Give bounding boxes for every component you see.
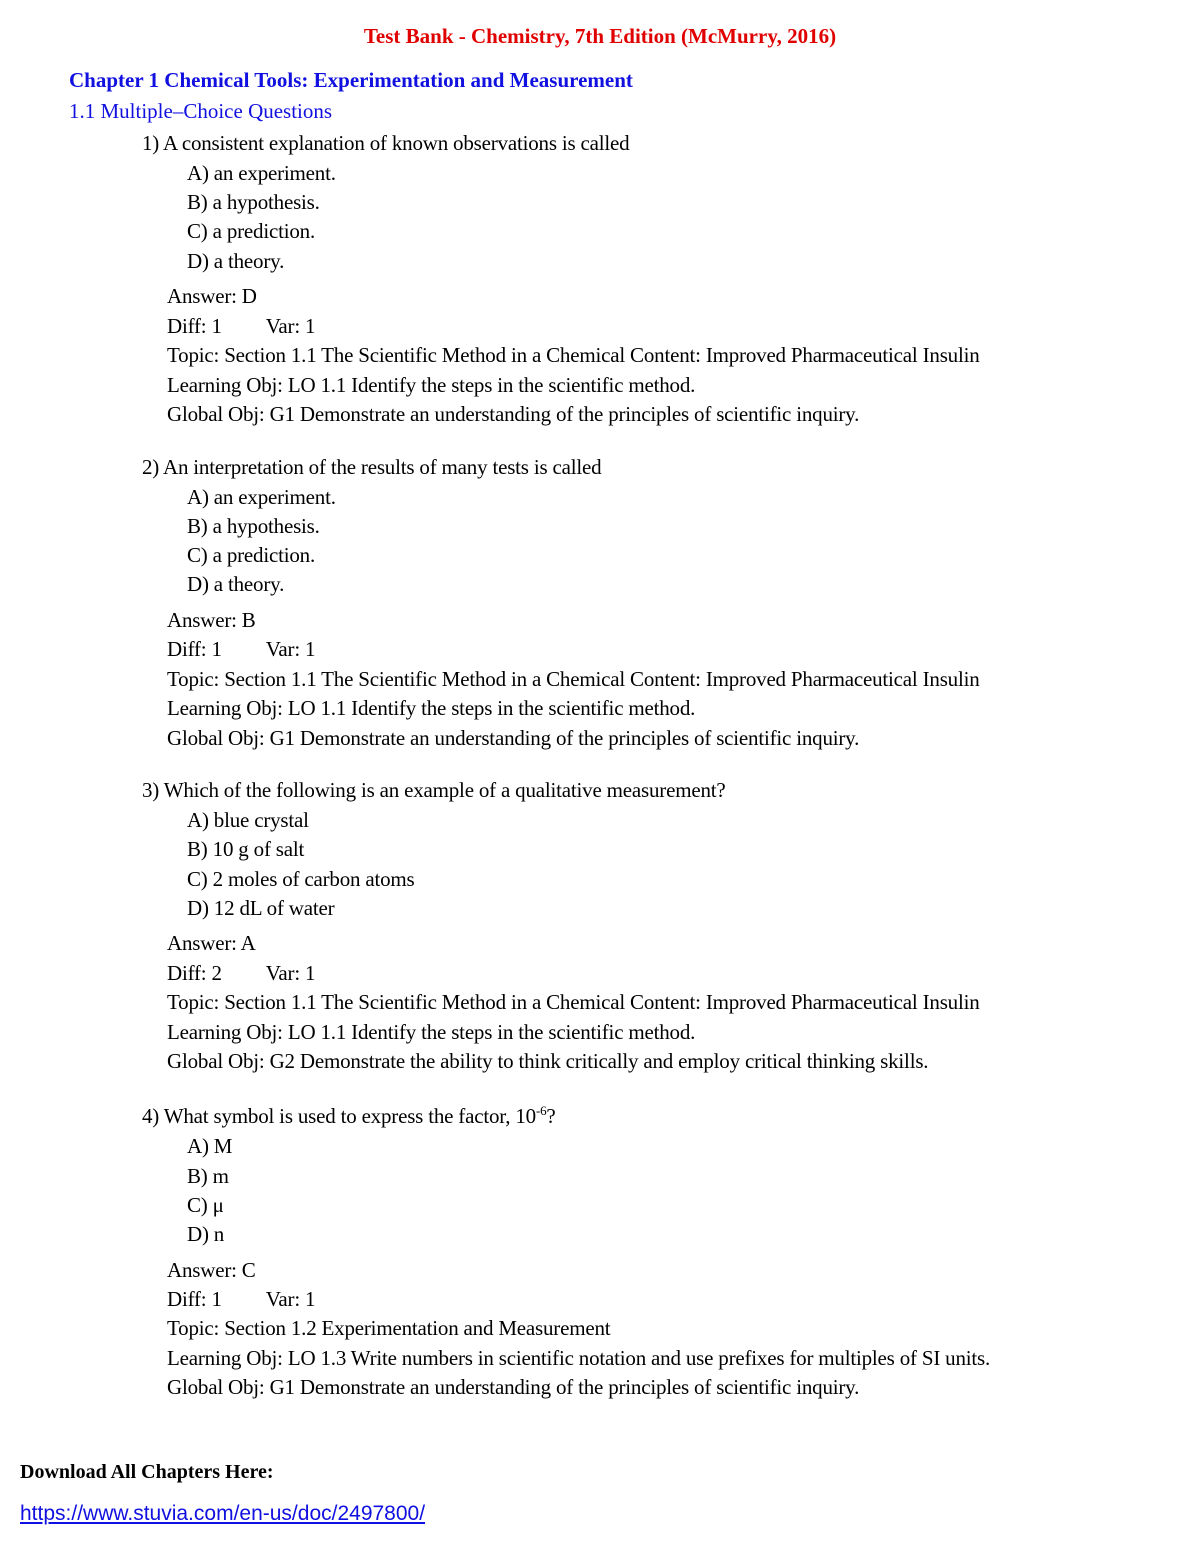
answer-option: D) 12 dL of water bbox=[187, 896, 335, 920]
answer-key: Answer: D bbox=[167, 284, 257, 308]
learning-objective: Learning Obj: LO 1.1 Identify the steps in the scientific method. bbox=[167, 1020, 696, 1044]
answer-option: C) μ bbox=[187, 1193, 224, 1217]
difficulty-line bbox=[167, 316, 315, 337]
learning-objective: Learning Obj: LO 1.1 Identify the steps in the scientific method. bbox=[167, 696, 696, 720]
difficulty-line bbox=[167, 1289, 315, 1310]
difficulty: Diff: 2 bbox=[167, 961, 222, 985]
question-stem: 3) Which of the following is an example of a qualitative measurement? bbox=[142, 778, 726, 802]
global-objective: Global Obj: G2 Demonstrate the ability to think critically and employ critical thinking skills. bbox=[167, 1049, 929, 1073]
stem-suffix: ? bbox=[546, 1104, 556, 1128]
answer-option: B) 10 g of salt bbox=[187, 837, 305, 861]
question-stem: 1) A consistent explanation of known observations is called bbox=[142, 131, 630, 155]
answer-key: Answer: C bbox=[167, 1258, 256, 1282]
document-title: Test Bank - Chemistry, 7th Edition (McMurry, 2016) bbox=[363, 24, 837, 48]
topic: Topic: Section 1.1 The Scientific Method in a Chemical Content: Improved Pharmaceutical Insulin bbox=[167, 343, 980, 367]
difficulty-line bbox=[167, 963, 315, 984]
global-objective: Global Obj: G1 Demonstrate an understanding of the principles of scientific inquiry. bbox=[167, 726, 860, 750]
answer-option: C) a prediction. bbox=[187, 543, 316, 567]
answer-option: C) 2 moles of carbon atoms bbox=[187, 867, 415, 891]
answer-option: D) a theory. bbox=[187, 249, 285, 273]
variant: Var: 1 bbox=[265, 314, 316, 338]
section-heading: 1.1 Multiple–Choice Questions bbox=[69, 99, 333, 123]
stem-prefix: 4) What symbol is used to express the factor, 10 bbox=[142, 1104, 536, 1128]
answer-key: Answer: A bbox=[167, 931, 256, 955]
question-stem bbox=[142, 1103, 556, 1128]
answer-option: A) M bbox=[187, 1134, 233, 1158]
global-objective: Global Obj: G1 Demonstrate an understanding of the principles of scientific inquiry. bbox=[167, 1375, 860, 1399]
download-link[interactable]: https://www.stuvia.com/en-us/doc/2497800/ bbox=[20, 1502, 426, 1525]
answer-option: A) blue crystal bbox=[187, 808, 309, 832]
answer-option: D) n bbox=[187, 1222, 225, 1246]
variant: Var: 1 bbox=[265, 961, 316, 985]
global-objective: Global Obj: G1 Demonstrate an understanding of the principles of scientific inquiry. bbox=[167, 402, 860, 426]
learning-objective: Learning Obj: LO 1.3 Write numbers in scientific notation and use prefixes for multiples of SI units. bbox=[167, 1346, 991, 1370]
difficulty: Diff: 1 bbox=[167, 637, 222, 661]
topic: Topic: Section 1.2 Experimentation and Measurement bbox=[167, 1316, 611, 1340]
question-stem: 2) An interpretation of the results of many tests is called bbox=[142, 455, 602, 479]
answer-option: C) a prediction. bbox=[187, 219, 316, 243]
answer-option: A) an experiment. bbox=[187, 161, 336, 185]
answer-option: B) m bbox=[187, 1164, 229, 1188]
answer-key: Answer: B bbox=[167, 608, 256, 632]
topic: Topic: Section 1.1 The Scientific Method in a Chemical Content: Improved Pharmaceutical Insulin bbox=[167, 667, 980, 691]
download-label: Download All Chapters Here: bbox=[20, 1461, 274, 1483]
difficulty: Diff: 1 bbox=[167, 314, 222, 338]
topic: Topic: Section 1.1 The Scientific Method in a Chemical Content: Improved Pharmaceutical Insulin bbox=[167, 990, 980, 1014]
answer-option: D) a theory. bbox=[187, 572, 285, 596]
chapter-heading: Chapter 1 Chemical Tools: Experimentation and Measurement bbox=[69, 68, 633, 92]
difficulty-line bbox=[167, 639, 315, 660]
variant: Var: 1 bbox=[265, 1287, 316, 1311]
variant: Var: 1 bbox=[265, 637, 316, 661]
answer-option: A) an experiment. bbox=[187, 485, 336, 509]
answer-option: B) a hypothesis. bbox=[187, 190, 320, 214]
answer-option: B) a hypothesis. bbox=[187, 514, 320, 538]
difficulty: Diff: 1 bbox=[167, 1287, 222, 1311]
exponent: -6 bbox=[535, 1103, 547, 1118]
learning-objective: Learning Obj: LO 1.1 Identify the steps in the scientific method. bbox=[167, 373, 696, 397]
